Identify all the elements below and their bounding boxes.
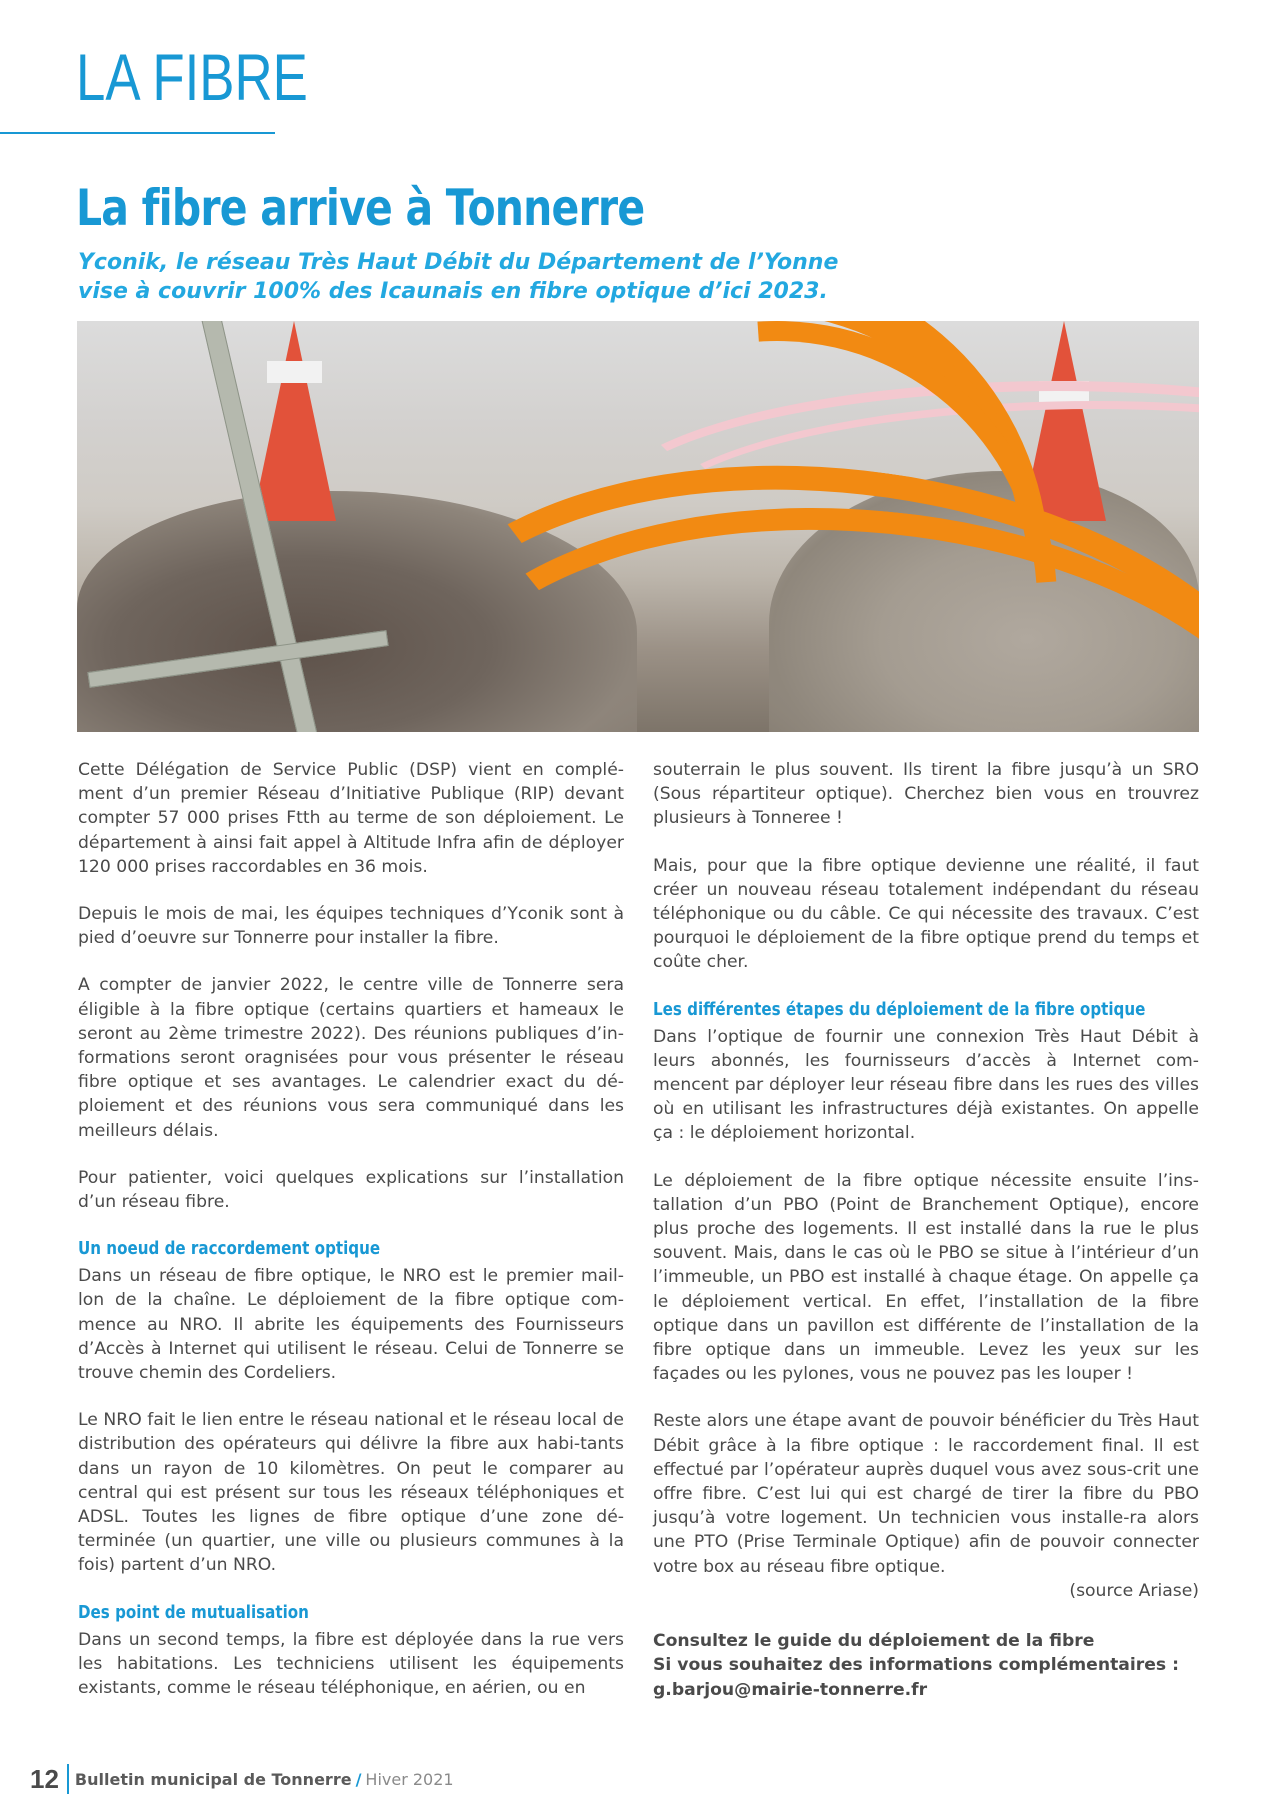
paragraph: Le déploiement de la fibre optique nécessite ensuite l’ins-tallation d’un PBO (Point de Branchement Optique), encore plus proche des logements. Il est installé dans la rue le plus souvent. Mais, dans le cas où le PBO se situe à l’intérieur d’un l’immeuble, un PBO est installé à chaque étage. On appelle ça le déploiement vertical. En effet, l’installation de la fibre optique dans un pavillon est différente de l’installation de la fibre optique dans un immeuble. Levez les yeux sur les façades ou les pylones, vous ne pouvez pas les louper !	[653, 1170, 1199, 1385]
footer-separator: /	[355, 1769, 362, 1789]
paragraph: Depuis le mois de mai, les équipes techniques d’Yconik sont à pied d’oeuvre sur Tonnerre pour installer la fibre.	[78, 904, 624, 949]
page-number: 12	[30, 1763, 59, 1794]
footer-publication-info	[75, 1770, 454, 1789]
subheading-mutualisation: Des point de mutualisation	[78, 1601, 309, 1623]
article-body	[78, 758, 1198, 1738]
contact-line-guide: Consultez le guide du déploiement de la fibre	[653, 1631, 1095, 1652]
section-title-underline	[0, 132, 275, 134]
paragraph: Dans un second temps, la fibre est déployée dans la rue vers les habitations. Les techniciens utilisent les équipements existants, comme le réseau téléphonique, en aérien, ou en	[78, 1629, 624, 1699]
article-headline: La fibre arrive à Tonnerre	[76, 179, 645, 237]
footer-divider	[67, 1764, 69, 1794]
subheading-nro: Un noeud de raccordement optique	[78, 1238, 381, 1260]
paragraph: Mais, pour que la fibre optique devienne une réalité, il faut créer un nouveau réseau totalement indépendant du réseau téléphonique ou du câble. Ce qui nécessite des travaux. C’est pourquoi le déploiement de la fibre optique prend du temps et coûte cher.	[653, 855, 1199, 973]
publication-issue: Hiver 2021	[365, 1769, 454, 1789]
right-column	[653, 758, 1199, 1702]
paragraph: Le NRO fait le lien entre le réseau national et le réseau local de distribution des opérateurs qui délivre la fibre aux habi-tants dans un rayon de 10 kilomètres. On peut le comparer au central qui est présent sur tous les réseaux téléphoniques et ADSL. Toutes les lignes de fibre optique d’une zone dé-terminée (un quartier, une ville ou plusieurs communes à la fois) partent d’un NRO.	[78, 1410, 624, 1576]
fiber-cables-photo	[77, 321, 1199, 732]
paragraph: Pour patienter, voici quelques explications sur l’installation d’un réseau fibre.	[78, 1167, 624, 1213]
contact-line-info: Si vous souhaitez des informations complémentaires :	[653, 1655, 1179, 1676]
article-subtitle	[78, 248, 1078, 306]
source-credit: (source Ariase)	[1069, 1580, 1199, 1601]
photo-cone-stripe-left	[267, 361, 322, 383]
section-title: LA FIBRE	[76, 40, 308, 114]
paragraph: souterrain le plus souvent. Ils tirent la fibre jusqu’à un SRO (Sous répartiteur optique). Cherchez bien vous en trouvrez plusieurs à Tonneree !	[653, 760, 1199, 829]
photo-traffic-cone-left	[252, 321, 336, 521]
paragraph: Dans l’optique de fournir une connexion Très Haut Débit à leurs abonnés, les fournisseurs d’accès à Internet com-mencent par déployer leur réseau fibre dans les rues des villes où en utilisant les infrastructures déjà existantes. On appelle ça : le déploiement horizontal.	[653, 1026, 1199, 1144]
paragraph: Reste alors une étape avant de pouvoir bénéficier du Très Haut Débit grâce à la fibre optique : le raccordement final. Il est effectué par l’opérateur auprès duquel vous avez sous-crit une offre fibre. C’est lui qui est chargé de tirer la fibre du PBO jusqu’à votre logement. Un technicien vous installe-ra alors une PTO (Prise Terminale Optique) afin de pouvoir connecter votre box au réseau fibre optique.	[653, 1411, 1199, 1577]
paragraph: Dans un réseau de fibre optique, le NRO est le premier mail-lon de la chaîne. Le déploiement de la fibre optique com-mence au NRO. Il abrite les équipements des Fournisseurs d’Accès à Internet qui utilisent le réseau. Celui de Tonnerre se trouve chemin des Cordeliers.	[78, 1266, 624, 1384]
page-footer	[30, 1764, 454, 1794]
contact-block	[653, 1629, 1199, 1702]
paragraph: Cette Délégation de Service Public (DSP) vient en complé-ment d’un premier Réseau d’Initiative Publique (RIP) devant compter 57 000 prises Ftth au terme de son déploiement. Le département à ainsi fait appel à Altitude Infra afin de déployer 120 000 prises raccordables en 36 mois.	[78, 760, 624, 877]
subheading-etapes: Les différentes étapes du déploiement de la fibre optique	[653, 998, 1146, 1020]
paragraph: A compter de janvier 2022, le centre ville de Tonnerre sera éligible à la fibre optique (certains quartiers et hameaux le seront au 2ème trimestre 2022). Des réunions publiques d’in-formations seront oragnisées pour vous présenter le réseau fibre optique et ses avantages. Le calendrier exact du dé-ploiement et des réunions vous sera communiqué dans les meilleurs délais.	[78, 975, 624, 1141]
left-column	[78, 758, 624, 1700]
contact-email-link[interactable]: g.barjou@mairie-tonnerre.fr	[653, 1679, 928, 1700]
subtitle-line-1: Yconik, le réseau Très Haut Débit du Département de l’Yonne	[78, 250, 839, 275]
publication-name: Bulletin municipal de Tonnerre	[74, 1769, 352, 1789]
subtitle-line-2: vise à couvrir 100% des Icaunais en fibre optique d’ici 2023.	[78, 279, 828, 304]
